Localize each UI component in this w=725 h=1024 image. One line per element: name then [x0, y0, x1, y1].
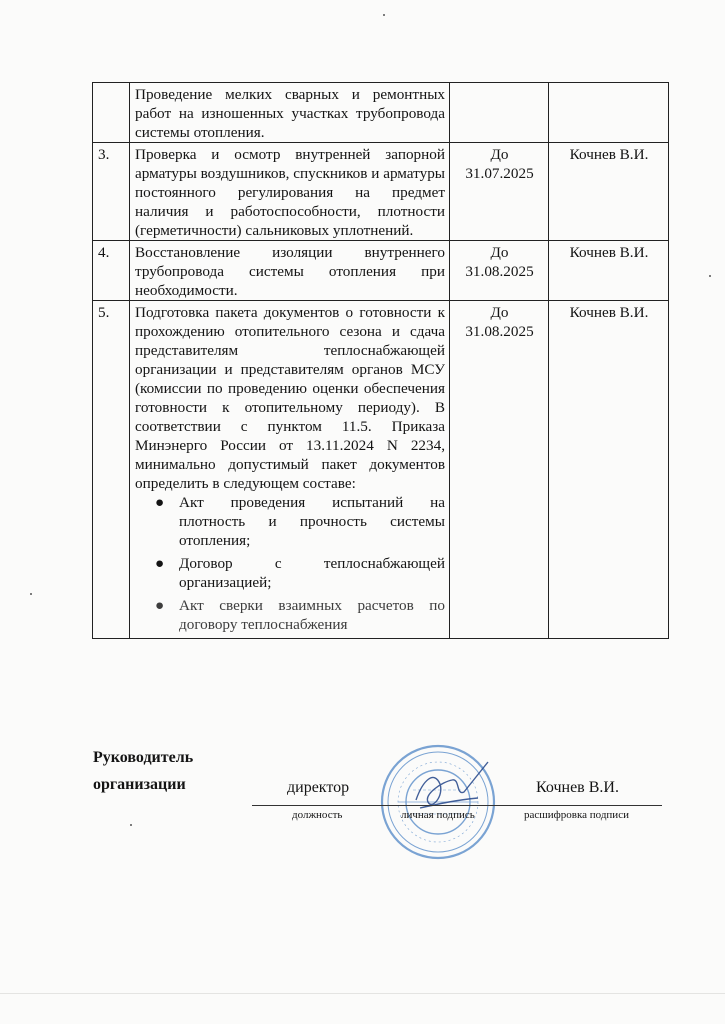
list-item [155, 596, 445, 634]
scan-edge [0, 993, 725, 994]
task-cell [130, 83, 450, 143]
deadline-cell: До 31.07.2025 [450, 143, 549, 241]
task-cell [130, 301, 450, 639]
table-row [93, 241, 669, 301]
deadline-cell: До 31.08.2025 [450, 301, 549, 639]
task-text: Проверка и осмотр внутренней запорной арматуры воздушников, спускников и арматуры постоянного регулирования на предмет наличия и работоспособности, плотности (герметичности) сальниковых уплотнений. [135, 146, 445, 239]
signatory-title-line1: Руководитель [93, 749, 194, 766]
signatory-name: Кочнев В.И. [536, 779, 619, 796]
row-number: 3. [93, 143, 130, 241]
bullet-icon: ● [155, 597, 165, 614]
caption-position: должность [292, 809, 343, 821]
task-text: Подготовка пакета документов о готовности к прохождению отопительного сезона и сдача представителям теплоснабжающей организации и представителям органов МСУ (комиссии по проведению оценки обеспечения готовности к отопительному периоду). В соответствии с пунктом 11.5. Приказа Минэнерго России от 13.11.2024 N 2234, минимально допустимый пакет документов определить в следующем составе: [135, 304, 445, 492]
deadline-cell: До 31.08.2025 [450, 241, 549, 301]
table-row [93, 83, 669, 143]
deadline-cell [450, 83, 549, 143]
task-text: Проведение мелких сварных и ремонтных работ на изношенных участках трубопровода системы отопления. [135, 86, 445, 141]
row-number: 5. [93, 301, 130, 639]
scan-speck [383, 14, 385, 16]
caption-signature: личная подпись [401, 809, 475, 821]
scan-speck [709, 275, 711, 277]
table-row [93, 301, 669, 639]
caption-name: расшифровка подписи [524, 809, 629, 821]
signatory-title-line2: организации [93, 776, 186, 793]
responsible-cell: Кочнев В.И. [549, 241, 669, 301]
task-cell [130, 143, 450, 241]
work-plan-table [92, 82, 669, 639]
list-item-text: Акт проведения испытаний на плотность и прочность системы отопления; [179, 494, 445, 549]
scan-speck [130, 824, 132, 826]
responsible-cell: Кочнев В.И. [549, 301, 669, 639]
responsible-cell [549, 83, 669, 143]
task-text: Восстановление изоляции внутреннего трубопровода системы отопления при необходимости. [135, 244, 445, 299]
document-list [135, 493, 445, 634]
responsible-cell: Кочнев В.И. [549, 143, 669, 241]
list-item [155, 493, 445, 550]
signatory-position: директор [287, 779, 350, 796]
bullet-icon: ● [155, 494, 165, 511]
signature-line [252, 805, 662, 806]
list-item [155, 554, 445, 592]
list-item-text: Договор с теплоснабжающей организацией; [179, 555, 445, 591]
scan-speck [30, 593, 32, 595]
bullet-icon: ● [155, 555, 165, 572]
row-number [93, 83, 130, 143]
list-item-text: Акт сверки взаимных расчетов по договору теплоснабжения [179, 597, 445, 633]
task-cell [130, 241, 450, 301]
table-row [93, 143, 669, 241]
row-number: 4. [93, 241, 130, 301]
